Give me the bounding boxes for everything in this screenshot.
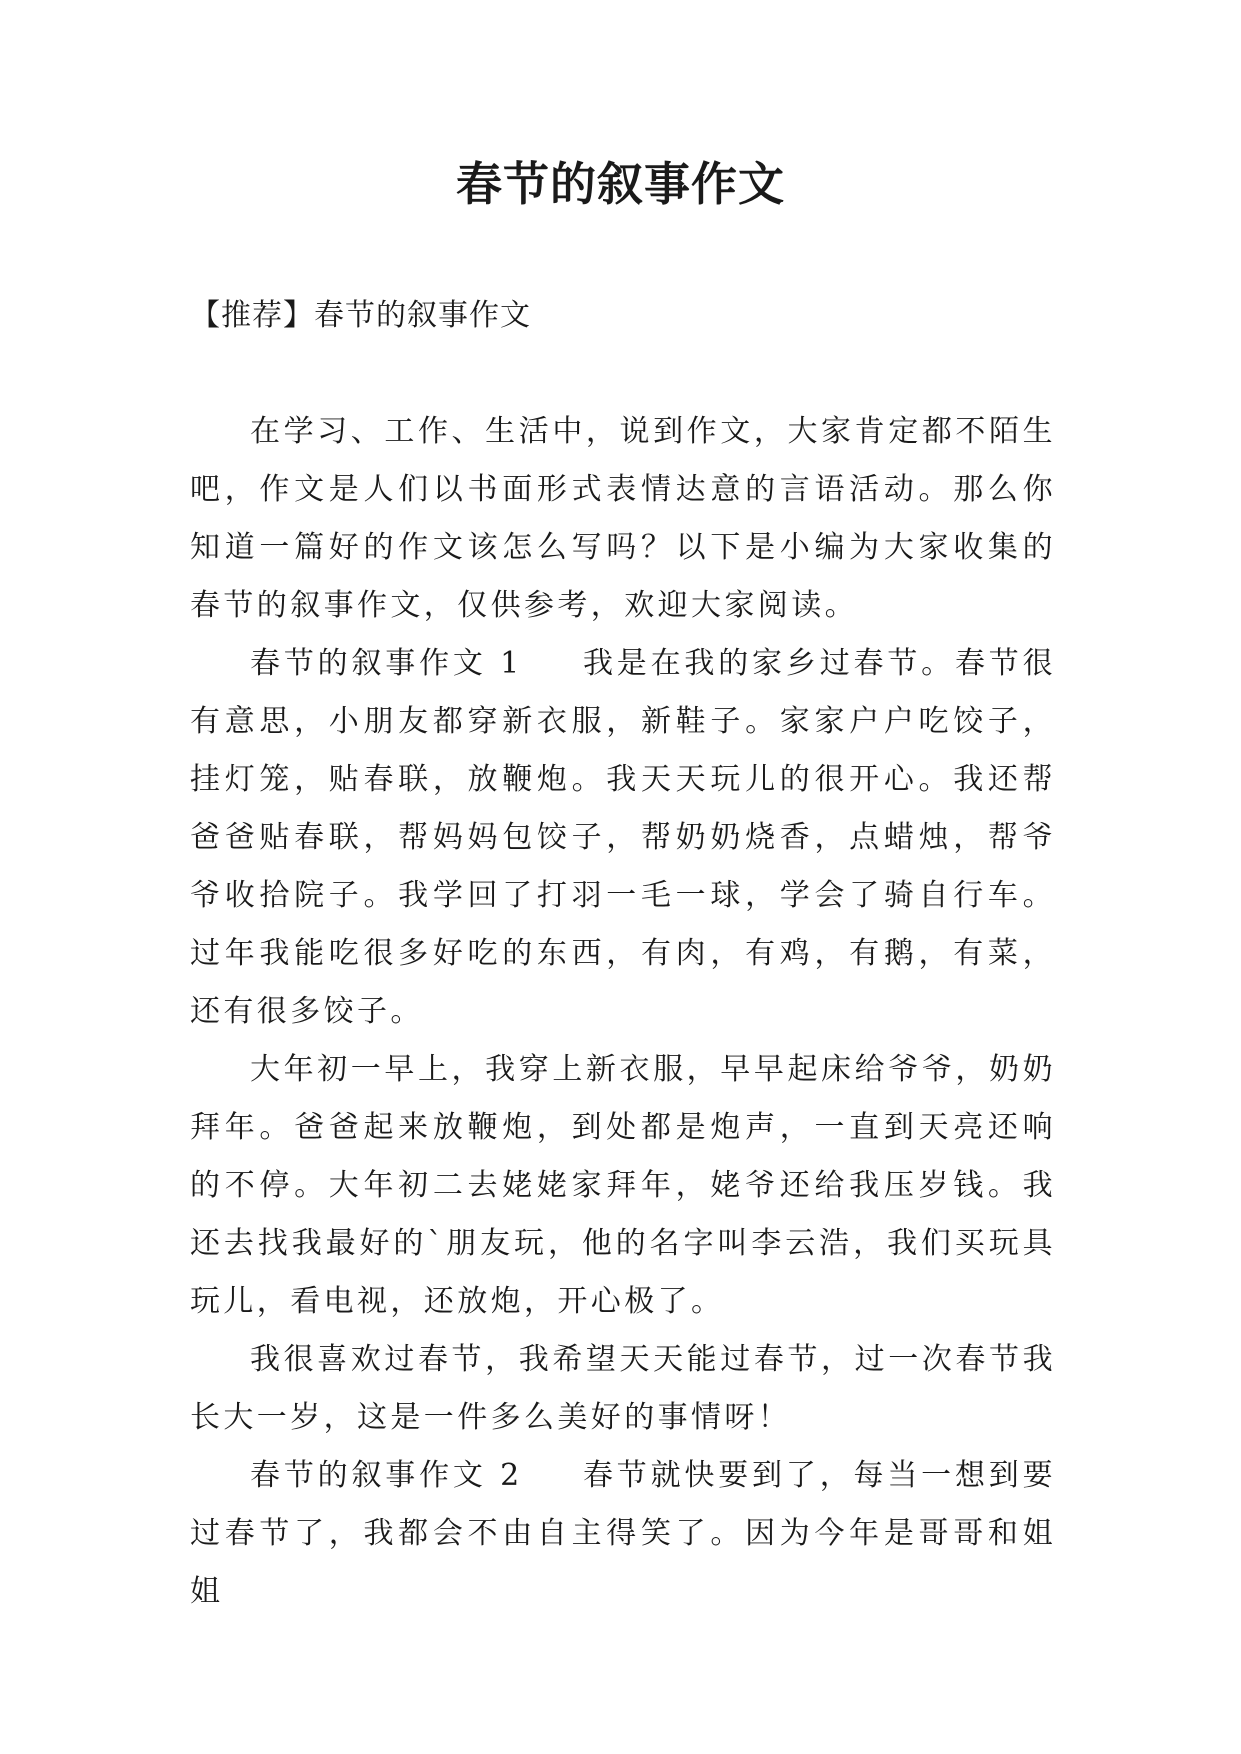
paragraph-text: 我是在我的家乡过春节。春节很有意思，小朋友都穿新衣服，新鞋子。家家户户吃饺子，挂灯笼，贴春联，放鞭炮。我天天玩儿的很开心。我还帮爸爸贴春联，帮妈妈包饺子，帮奶奶烧香，点蜡烛，帮爷爷收拾院子。我学回了打羽一毛一球，学会了骑自行车。过年我能吃很多好吃的东西，有肉，有鸡，有鹅，有菜，还有很多饺子。	[190, 646, 1056, 1029]
paragraph-text: 大年初一早上，我穿上新衣服，早早起床给爷爷，奶奶拜年。爸爸起来放鞭炮，到处都是炮声，一直到天亮还响的不停。大年初二去姥姥家拜年，姥爷还给我压岁钱。我还去找我最好的`朋友玩，他的名字叫李云浩，我们买玩具玩儿，看电视，还放炮，开心极了。	[190, 1052, 1056, 1319]
document-subtitle: 【推荐】春节的叙事作文	[190, 298, 531, 333]
paragraph-text: 在学习、工作、生活中，说到作文，大家肯定都不陌生吧，作文是人们以书面形式表情达意的言语活动。那么你知道一篇好的作文该怎么写吗？以下是小编为大家收集的春节的叙事作文，仅供参考，欢迎大家阅读。	[190, 414, 1056, 623]
paragraph-text: 我很喜欢过春节，我希望天天能过春节，过一次春节我长大一岁，这是一件多么美好的事情呀！	[190, 1342, 1056, 1435]
paragraph-conclusion	[190, 1331, 1056, 1447]
document-title: 春节的叙事作文	[456, 157, 785, 211]
paragraph-new-year	[190, 1041, 1056, 1331]
paragraph-essay-2	[190, 1447, 1056, 1621]
document-body	[190, 403, 1056, 1621]
paragraph-intro	[190, 403, 1056, 635]
essay-heading-1: 春节的叙事作文 1	[250, 646, 523, 681]
essay-heading-2: 春节的叙事作文 2	[250, 1458, 523, 1493]
paragraph-essay-1	[190, 635, 1056, 1041]
paragraph-text: 春节就快要到了，每当一想到要过春节了，我都会不由自主得笑了。因为今年是哥哥和姐姐	[190, 1458, 1056, 1609]
